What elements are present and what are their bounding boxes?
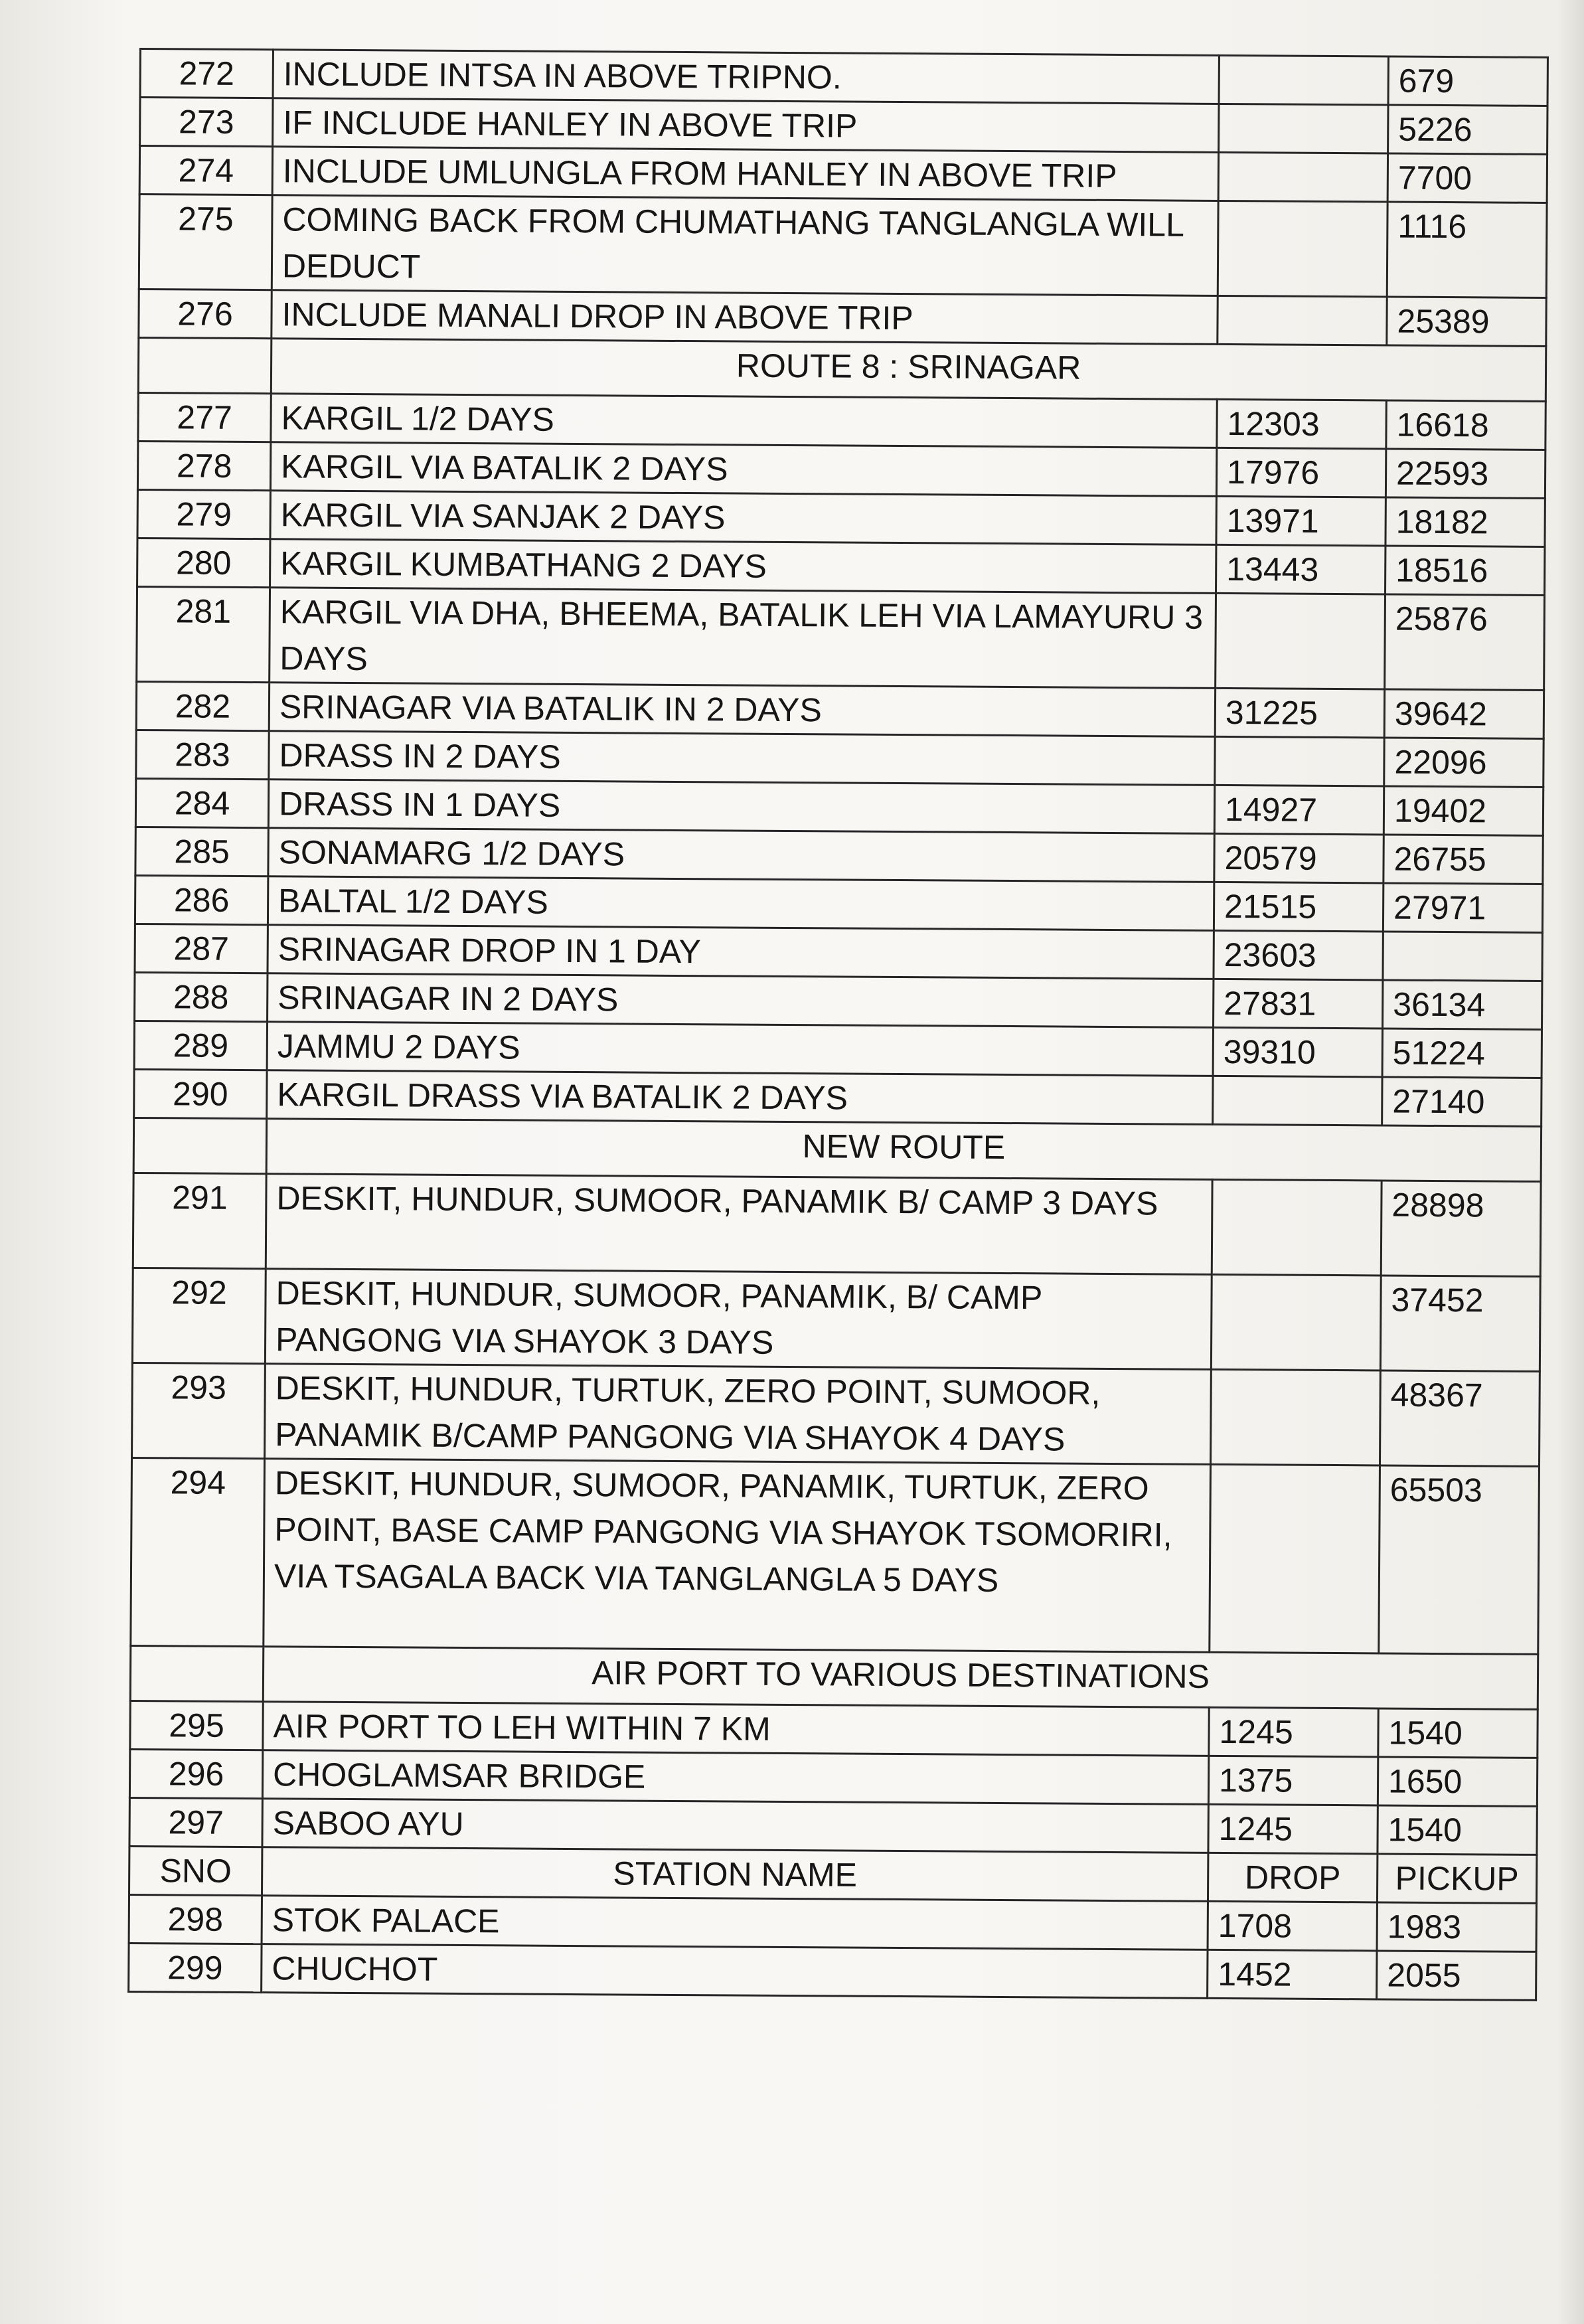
drop-cell: 20579 [1214,833,1384,883]
name-cell: KARGIL 1/2 DAYS [271,394,1217,448]
pickup-cell: 39642 [1384,689,1544,738]
table-row [135,778,1543,835]
section-title: NEW ROUTE [266,1119,1541,1182]
section-row [138,338,1545,402]
table-row [132,1363,1540,1466]
table-row [133,1173,1541,1276]
pickup-cell: 25876 [1385,594,1545,690]
pickup-cell: 5226 [1388,105,1547,154]
name-cell: DESKIT, HUNDUR, SUMOOR, PANAMIK B/ CAMP 3 DAYS [266,1174,1212,1275]
name-cell: KARGIL DRASS VIA BATALIK 2 DAYS [267,1070,1213,1125]
pickup-cell: 1540 [1378,1708,1538,1758]
pickup-cell: 1540 [1378,1805,1537,1855]
section-title: ROUTE 8 : SRINAGAR [271,339,1545,402]
sno-cell: 284 [135,778,268,827]
header-drop: DROP [1208,1853,1377,1902]
name-cell: AIR PORT TO LEH WITHIN 7 KM [263,1702,1209,1756]
table-row [139,195,1547,298]
drop-cell: 1245 [1209,1707,1378,1757]
pickup-cell: 7700 [1387,153,1547,203]
drop-cell: 14927 [1214,785,1384,835]
table-row [129,1894,1536,1951]
drop-cell [1213,1076,1382,1125]
drop-cell: 12303 [1217,399,1386,449]
sno-cell: 299 [129,1943,262,1992]
name-cell: STOK PALACE [262,1896,1208,1950]
name-cell: CHOGLAMSAR BRIDGE [262,1750,1208,1805]
name-cell: KARGIL VIA DHA, BHEEMA, BATALIK LEH VIA LAMAYURU 3 DAYS [270,588,1216,689]
name-cell: JAMMU 2 DAYS [267,1022,1213,1076]
pickup-cell: 65503 [1379,1465,1540,1654]
sno-cell: 291 [133,1173,266,1268]
drop-cell [1218,152,1387,202]
table-row [135,827,1543,884]
name-cell: SRINAGAR DROP IN 1 DAY [268,925,1214,979]
table-row [131,1457,1540,1654]
sno-cell: 277 [138,392,271,442]
drop-cell: 1375 [1208,1756,1378,1805]
pickup-cell: 18516 [1386,546,1545,595]
table-row [137,489,1545,546]
section-title: AIR PORT TO VARIOUS DESTINATIONS [263,1647,1538,1710]
sno-cell: 274 [139,146,272,195]
sno-cell: 298 [129,1894,262,1944]
sno-cell: 283 [136,730,269,779]
table-row [134,1021,1542,1078]
drop-cell [1211,1274,1381,1370]
sno-cell: 273 [140,98,273,147]
sno-cell: 281 [137,586,270,682]
column-header-row [129,1846,1537,1903]
pickup-cell: 16618 [1386,400,1545,450]
name-cell: CHUCHOT [262,1944,1208,1999]
table-row [134,1069,1542,1126]
sno-cell: 297 [129,1797,262,1847]
sno-cell: 294 [131,1457,265,1646]
pickup-cell: 19402 [1384,786,1543,835]
pickup-cell: 1650 [1378,1757,1537,1806]
table-row [135,924,1542,981]
table-row [132,1268,1540,1371]
pickup-cell: 51224 [1382,1029,1542,1078]
drop-cell: 1452 [1208,1950,1377,1999]
table-row [137,586,1545,690]
table-row [129,1797,1537,1855]
drop-cell: 13443 [1216,544,1386,594]
section-sno-cell [138,338,272,394]
drop-cell [1210,1369,1380,1465]
pickup-cell: 26755 [1384,835,1543,884]
sno-cell: 278 [137,441,270,490]
sno-cell: 296 [129,1749,262,1798]
sno-cell: 286 [135,875,268,924]
sno-cell: 287 [135,924,268,973]
drop-cell [1219,104,1388,153]
name-cell: IF INCLUDE HANLEY IN ABOVE TRIP [273,98,1219,153]
table-row [129,1943,1536,2000]
drop-cell [1212,1179,1382,1276]
table-row [139,290,1546,347]
drop-cell [1216,593,1386,689]
drop-cell [1215,736,1384,786]
drop-cell: 17976 [1216,448,1386,497]
sno-cell: 285 [135,827,268,876]
header-sno: SNO [129,1846,262,1895]
sno-cell: 292 [132,1268,266,1363]
name-cell: INCLUDE INTSA IN ABOVE TRIPNO. [273,50,1219,104]
drop-cell: 1245 [1208,1804,1378,1854]
pickup-cell: 48367 [1380,1370,1540,1466]
drop-cell: 1708 [1208,1901,1377,1951]
pickup-cell: 25389 [1387,297,1546,346]
sno-cell: 275 [139,195,272,290]
pickup-cell: 1983 [1377,1902,1536,1951]
sno-cell: 279 [137,489,270,539]
name-cell: SRINAGAR IN 2 DAYS [268,973,1214,1028]
table-row [138,392,1545,450]
sno-cell: 295 [130,1701,263,1750]
name-cell: DESKIT, HUNDUR, TURTUK, ZERO POINT, SUMOOR, PANAMIK B/CAMP PANGONG VIA SHAYOK 4 DAYS [265,1364,1212,1465]
name-cell: KARGIL KUMBATHANG 2 DAYS [270,539,1216,594]
drop-cell: 31225 [1215,688,1384,738]
name-cell: DRASS IN 1 DAYS [268,780,1214,834]
table-row [136,730,1544,787]
name-cell: KARGIL VIA SANJAK 2 DAYS [270,491,1216,545]
fare-sheet [127,48,1547,2001]
drop-cell [1219,55,1388,105]
name-cell: COMING BACK FROM CHUMATHANG TANGLANGLA WILL DEDUCT [272,195,1218,296]
pickup-cell: 22096 [1384,738,1544,787]
pickup-cell: 28898 [1381,1181,1541,1276]
drop-cell [1210,1464,1380,1653]
table-row [135,972,1542,1029]
sno-cell: 288 [135,972,268,1021]
table-row [136,681,1544,738]
pickup-cell: 36134 [1383,980,1542,1029]
table-row [140,98,1547,155]
name-cell: INCLUDE MANALI DROP IN ABOVE TRIP [272,290,1218,345]
sno-cell: 293 [132,1363,266,1458]
drop-cell: 13971 [1216,496,1386,546]
name-cell: DESKIT, HUNDUR, SUMOOR, PANAMIK, TURTUK, ZERO POINT, BASE CAMP PANGONG VIA SHAYOK TSOMORIRI, VIA TSAGALA BACK VIA TANGLANGLA 5 DAYS [264,1459,1211,1653]
pickup-cell: 27140 [1382,1077,1542,1126]
drop-cell: 21515 [1214,882,1383,932]
name-cell: KARGIL VIA BATALIK 2 DAYS [270,442,1216,497]
section-row [130,1645,1538,1709]
pickup-cell: 2055 [1377,1951,1536,2000]
name-cell: DESKIT, HUNDUR, SUMOOR, PANAMIK, B/ CAMP PANGONG VIA SHAYOK 3 DAYS [265,1269,1212,1370]
fare-table [127,48,1549,2001]
drop-cell: 27831 [1214,979,1383,1029]
pickup-cell: 22593 [1386,449,1545,498]
sno-cell: 280 [137,538,270,587]
pickup-cell: 37452 [1380,1276,1540,1371]
table-row [135,875,1542,932]
sno-cell: 282 [136,681,269,730]
sno-cell: 289 [134,1021,267,1070]
pickup-cell: 1116 [1387,202,1547,297]
table-row [130,1701,1538,1758]
section-sno-cell [133,1118,267,1173]
drop-cell [1218,201,1387,297]
table-row [137,441,1545,498]
table-row [140,49,1547,106]
pickup-cell: 679 [1388,56,1547,106]
section-row [133,1118,1541,1181]
pickup-cell: 27971 [1383,883,1542,932]
pickup-cell [1383,932,1542,981]
sno-cell: 290 [134,1069,267,1118]
table-row [139,146,1547,203]
header-pickup: PICKUP [1377,1854,1536,1903]
name-cell: SONAMARG 1/2 DAYS [268,828,1214,882]
name-cell: INCLUDE UMLUNGLA FROM HANLEY IN ABOVE TRIP [272,147,1218,201]
name-cell: DRASS IN 2 DAYS [269,731,1215,786]
name-cell: SRINAGAR VIA BATALIK IN 2 DAYS [269,683,1215,737]
drop-cell: 39310 [1213,1027,1382,1077]
page-binding-shadow [1557,0,1584,2324]
fare-table-body [129,49,1548,2001]
drop-cell [1218,295,1387,345]
section-sno-cell [130,1645,264,1701]
table-row [137,538,1545,595]
table-row [129,1749,1537,1806]
name-cell: BALTAL 1/2 DAYS [268,876,1214,931]
drop-cell: 23603 [1214,930,1383,980]
name-cell: SABOO AYU [262,1799,1208,1853]
header-name: STATION NAME [262,1847,1208,1902]
pickup-cell: 18182 [1386,497,1545,546]
sno-cell: 272 [140,49,273,98]
sno-cell: 276 [139,290,272,339]
